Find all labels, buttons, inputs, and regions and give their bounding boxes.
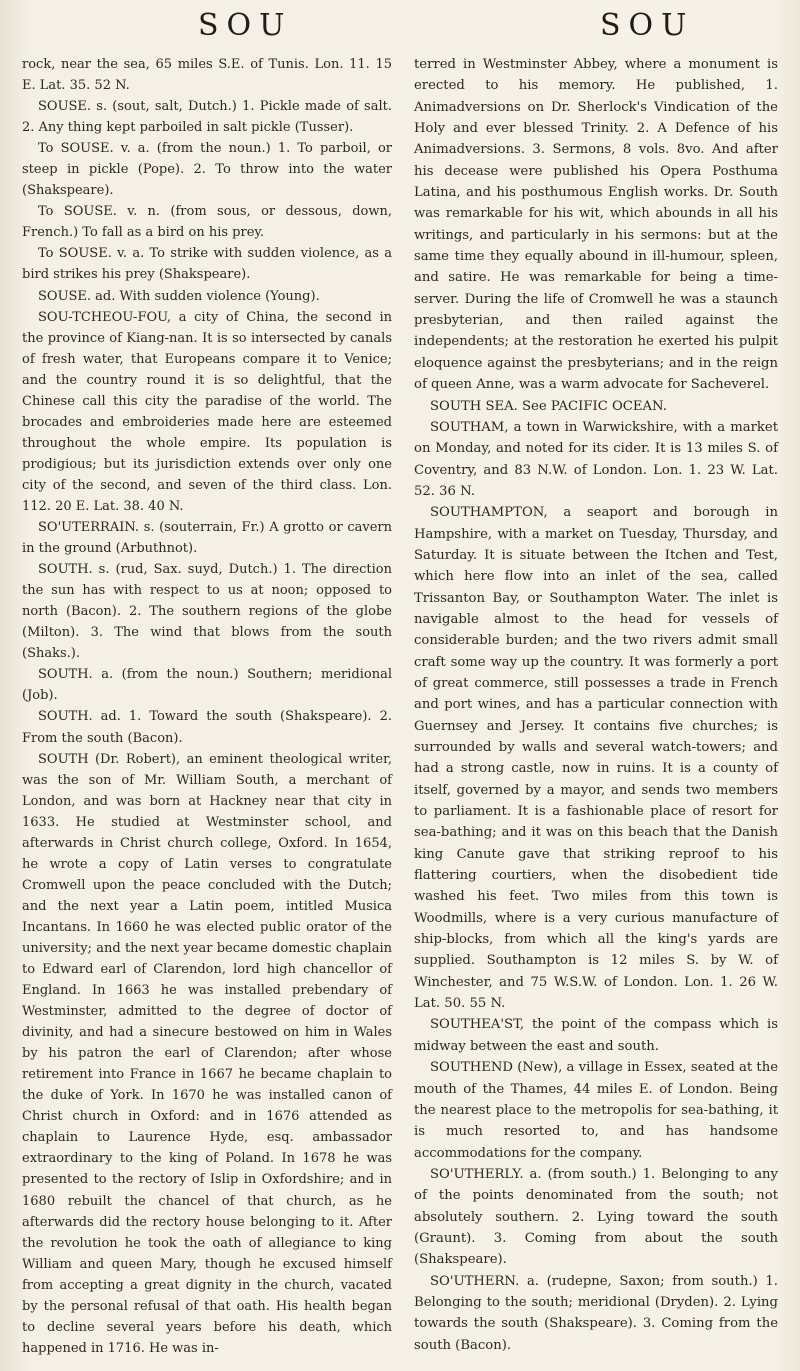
right-column [414,54,778,1356]
entry-south-robert-continued: terred in Westminster Abbey, where a monument is erected to his memory. He published, 1. Animadversions on Dr. Sherlock's Vindication of the Holy and ever blessed Trinity. 2. A Defence of his Animadversions. 3. Sermons, 8 vols. 8vo. And after his decease were published his Opera Posthuma Latina, and his posthumous English works. Dr. South was remarkable for his wit, which abounds in all his writings, and particularly in his sermons: but at the same time they equally abound in ill-humour, spleen, and satire. He was remarkable for being a time-server. During the life of Cromwell he was a staunch presbyterian, and then railed against the independents; at the restoration he exerted his pulpit eloquence against the presbyterians; and in the reign of queen Anne, was a warm advocate for Sacheverel. [414,57,778,393]
entry-sou-tcheou-fou: SOU-TCHEOU-FOU, a city of China, the second in the province of Kiang-nan. It is so intersected by canals of fresh water, that Europeans compare it to Venice; and the country round it is so delightful, that the Chinese call this city the paradise of the world. The brocades and embroideries made here are esteemed throughout the whole empire. Its population is prodigious; but its jurisdiction extends over only one city of the second, and seven of the third class. Lon. 112. 20 E. Lat. 38. 40 N. [22,309,392,514]
entry-souse-verb-active: To SOUSE. v. a. (from the noun.) 1. To parboil, or steep in pickle (Pope). 2. To throw into the water (Shakspeare). [22,141,392,199]
entry-south-noun: SOUTH. s. (rud, Sax. suyd, Dutch.) 1. The direction the sun has with respect to us at noon; opposed to north (Bacon). 2. The southern regions of the globe (Milton). 3. The wind that blows from the south (Shaks.). [22,562,392,662]
entry-southend: SOUTHEND (New), a village in Essex, seated at the mouth of the Thames, 44 miles E. of London. Being the nearest place to the metropolis for sea-bathing, it is much resorted to, and has handsome accommodations for the company. [414,1060,778,1161]
entry-south-adjective: SOUTH. a. (from the noun.) Southern; meridional (Job). [22,667,392,704]
entry-southam: SOUTHAM, a town in Warwickshire, with a market on Monday, and noted for its cider. It is 13 miles S. of Coventry, and 83 N.W. of London. Lon. 1. 23 W. Lat. 52. 36 N. [414,419,778,499]
left-column [22,54,392,1359]
running-head-right: SOU [600,8,695,43]
entry-continued: rock, near the sea, 65 miles S.E. of Tunis. Lon. 11. 15 E. Lat. 35. 52 N. [22,57,392,94]
entry-souse-verb-neuter: To SOUSE. v. n. (from sous, or dessous, down, French.) To fall as a bird on his prey. [22,204,392,241]
entry-southeast: SOUTHEA'ST, the point of the compass which is midway between the east and south. [414,1017,778,1054]
entry-southerly: SO'UTHERLY. a. (from south.) 1. Belonging to any of the points denominated from the south; not absolutely southern. 2. Lying toward the south (Graunt). 3. Coming from about the south (Shakspeare). [414,1166,778,1268]
entry-souterrain: SO'UTERRAIN. s. (souterrain, Fr.) A grotto or cavern in the ground (Arbuthnot). [22,520,392,557]
running-head-left: SOU [198,8,293,43]
entry-south-robert: SOUTH (Dr. Robert), an eminent theological writer, was the son of Mr. William South, a merchant of London, and was born at Hackney near that city in 1633. He studied at Westminster school, and afterwards in Christ church college, Oxford. In 1654, he wrote a copy of Latin verses to congratulate Cromwell upon the peace concluded with the Dutch; and the next year a Latin poem, intitled Musica Incantans. In 1660 he was elected public orator of the university; and the next year became domestic chaplain to Edward earl of Clarendon, lord high chancellor of England. In 1663 he was installed prebendary of Westminster, admitted to the degree of doctor of divinity, and had a sinecure bestowed on him in Wales by his patron the earl of Clarendon; after whose retirement into France in 1667 he became chaplain to the duke of York. In 1670 he was installed canon of Christ church in Oxford: and in 1676 attended as chaplain to Laurence Hyde, esq. ambassador extraordinary to the king of Poland. In 1678 he was presented to the rectory of Islip in Oxfordshire; and in 1680 rebuilt the chancel of that church, as he afterwards did the rectory house belonging to it. After the revolution he took the oath of allegiance to king William and queen Mary, though he excused himself from accepting a great dignity in the church, vacated by the personal refusal of that oath. His health began to decline several years before his death, which happened in 1716. He was in- [22,751,392,1356]
entry-souse-adverb: SOUSE. ad. With sudden violence (Young). [38,288,320,304]
entry-southern: SO'UTHERN. a. (rudepne, Saxon; from south.) 1. Belonging to the south; meridional (Dryden). 2. Lying towards the south (Shakspeare). 3. Coming from the south (Bacon). [414,1273,778,1353]
entry-south-sea: SOUTH SEA. See PACIFIC OCEAN. [430,398,667,414]
entry-south-adverb: SOUTH. ad. 1. Toward the south (Shakspeare). 2. From the south (Bacon). [22,709,392,746]
entry-souse-strike: To SOUSE. v. a. To strike with sudden violence, as a bird strikes his prey (Shakspeare). [22,246,392,283]
entry-southampton: SOUTHAMPTON, a seaport and borough in Hampshire, with a market on Tuesday, Thursday, and Saturday. It is situate between the Itchen and Test, which here flow into an inlet of the sea, called Trissanton Bay, or Southampton Water. The inlet is navigable almost to the head for vessels of considerable burden; and the two rivers admit small craft some way up the country. It was formerly a port of great commerce, still possesses a trade in French and port wines, and has a particular connection with Guernsey and Jersey. It contains five churches; is surrounded by walls and several watch-towers; and had a strong castle, now in ruins. It is a county of itself, governed by a mayor, and sends two members to parliament. It is a fashionable place of resort for sea-bathing; and it was on this beach that the Danish king Canute gave that striking reproof to his flattering courtiers, when the disobedient tide washed his feet. Two miles from this town is Woodmills, where is a very curious manufacture of ship-blocks, from which all the king's yards are supplied. Southampton is 12 miles S. by W. of Winchester, and 75 W.S.W. of London. Lon. 1. 26 W. Lat. 50. 55 N. [414,505,778,1012]
entry-souse-noun: SOUSE. s. (sout, salt, Dutch.) 1. Pickle made of salt. 2. Any thing kept parboiled in salt pickle (Tusser). [22,99,392,136]
